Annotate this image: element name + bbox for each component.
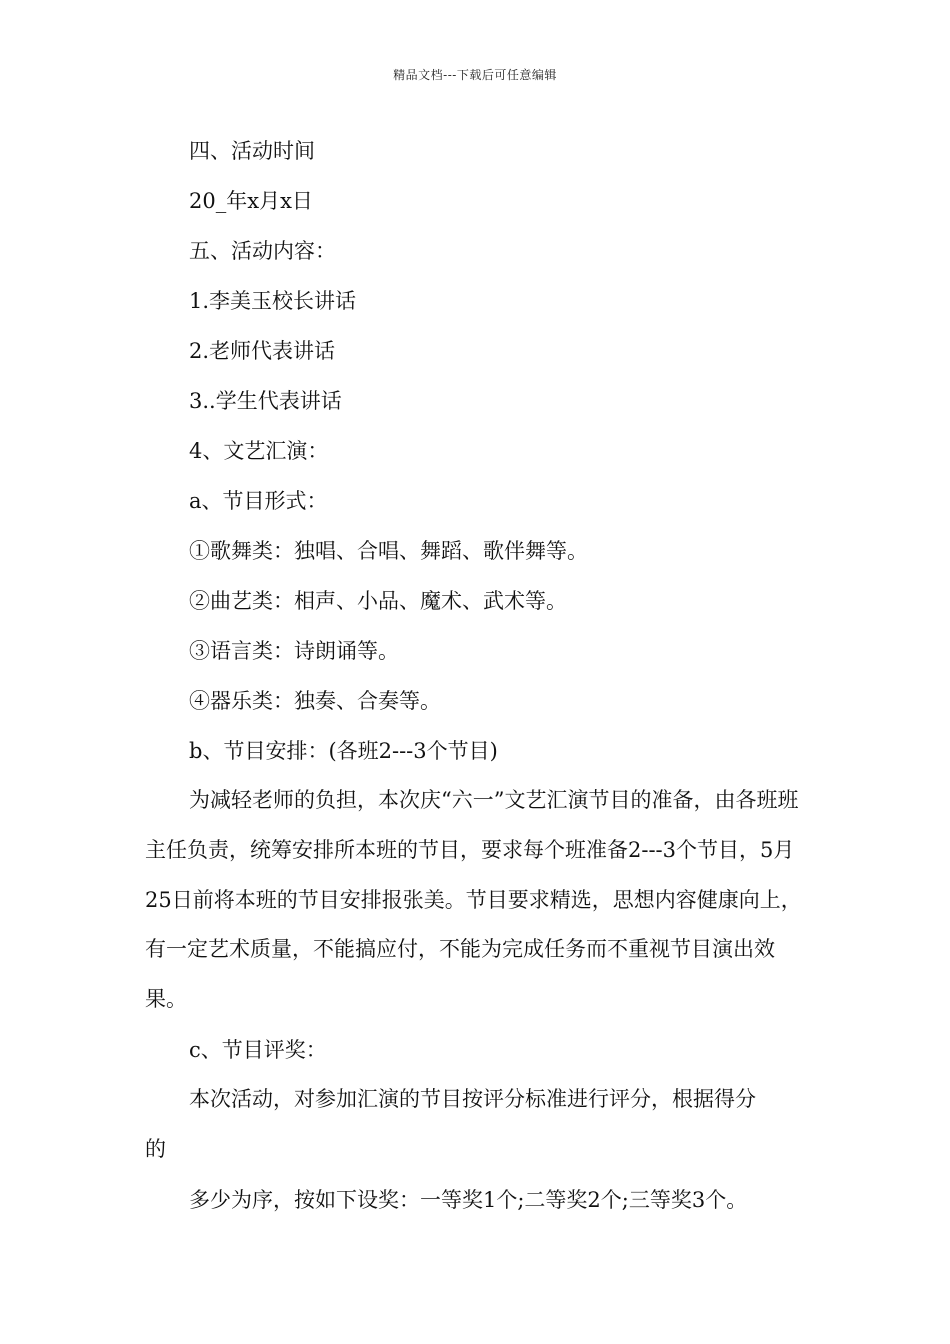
paragraph-block [145,1075,810,1175]
page-header: 精品文档---下载后可任意编辑 [393,68,557,82]
sub-heading-program-arrangement: b、节目安排：(各班2---3个节目) [189,739,498,763]
sub-heading-program-form: a、节目形式： [189,489,328,513]
activity-date: 20_年x月x日 [189,189,313,213]
section-heading-activity-content: 五、活动内容： [189,239,336,263]
paragraph: 本次活动，对参加汇演的节目按评分标准进行评分，根据得分 [189,1086,756,1111]
list-item: ①歌舞类：独唱、合唱、舞蹈、歌伴舞等。 [189,539,588,563]
section-heading-activity-time: 四、活动时间 [189,139,315,163]
paragraph-award-levels: 多少为序，按如下设奖：一等奖1个;二等奖2个;三等奖3个。 [189,1187,748,1212]
list-item: 3..学生代表讲话 [189,389,342,413]
paragraph-block [145,776,810,1025]
paragraph-continuation: 的 [145,1136,166,1161]
list-item: ②曲艺类：相声、小品、魔术、武术等。 [189,589,567,613]
list-item: 4、文艺汇演： [189,439,329,463]
paragraph: 为减轻老师的负担，本次庆“六一”文艺汇演节目的准备，由各班班主任负责，统筹安排所本班的节目，要求每个班准备2---3个节目，5月25日前将本班的节目安排报张美。节目要求精选，思想内容健康向上，有一定艺术质量，不能搞应付，不能为完成任务而不重视节目演出效果。 [145,788,802,1012]
list-item: ③语言类：诗朗诵等。 [189,639,399,663]
document-body [145,136,810,1215]
list-item: ④器乐类：独奏、合奏等。 [189,689,441,713]
list-item: 2.老师代表讲话 [189,339,336,363]
sub-heading-program-awards: c、节目评奖： [189,1037,327,1062]
list-item: 1.李美玉校长讲话 [189,289,357,313]
